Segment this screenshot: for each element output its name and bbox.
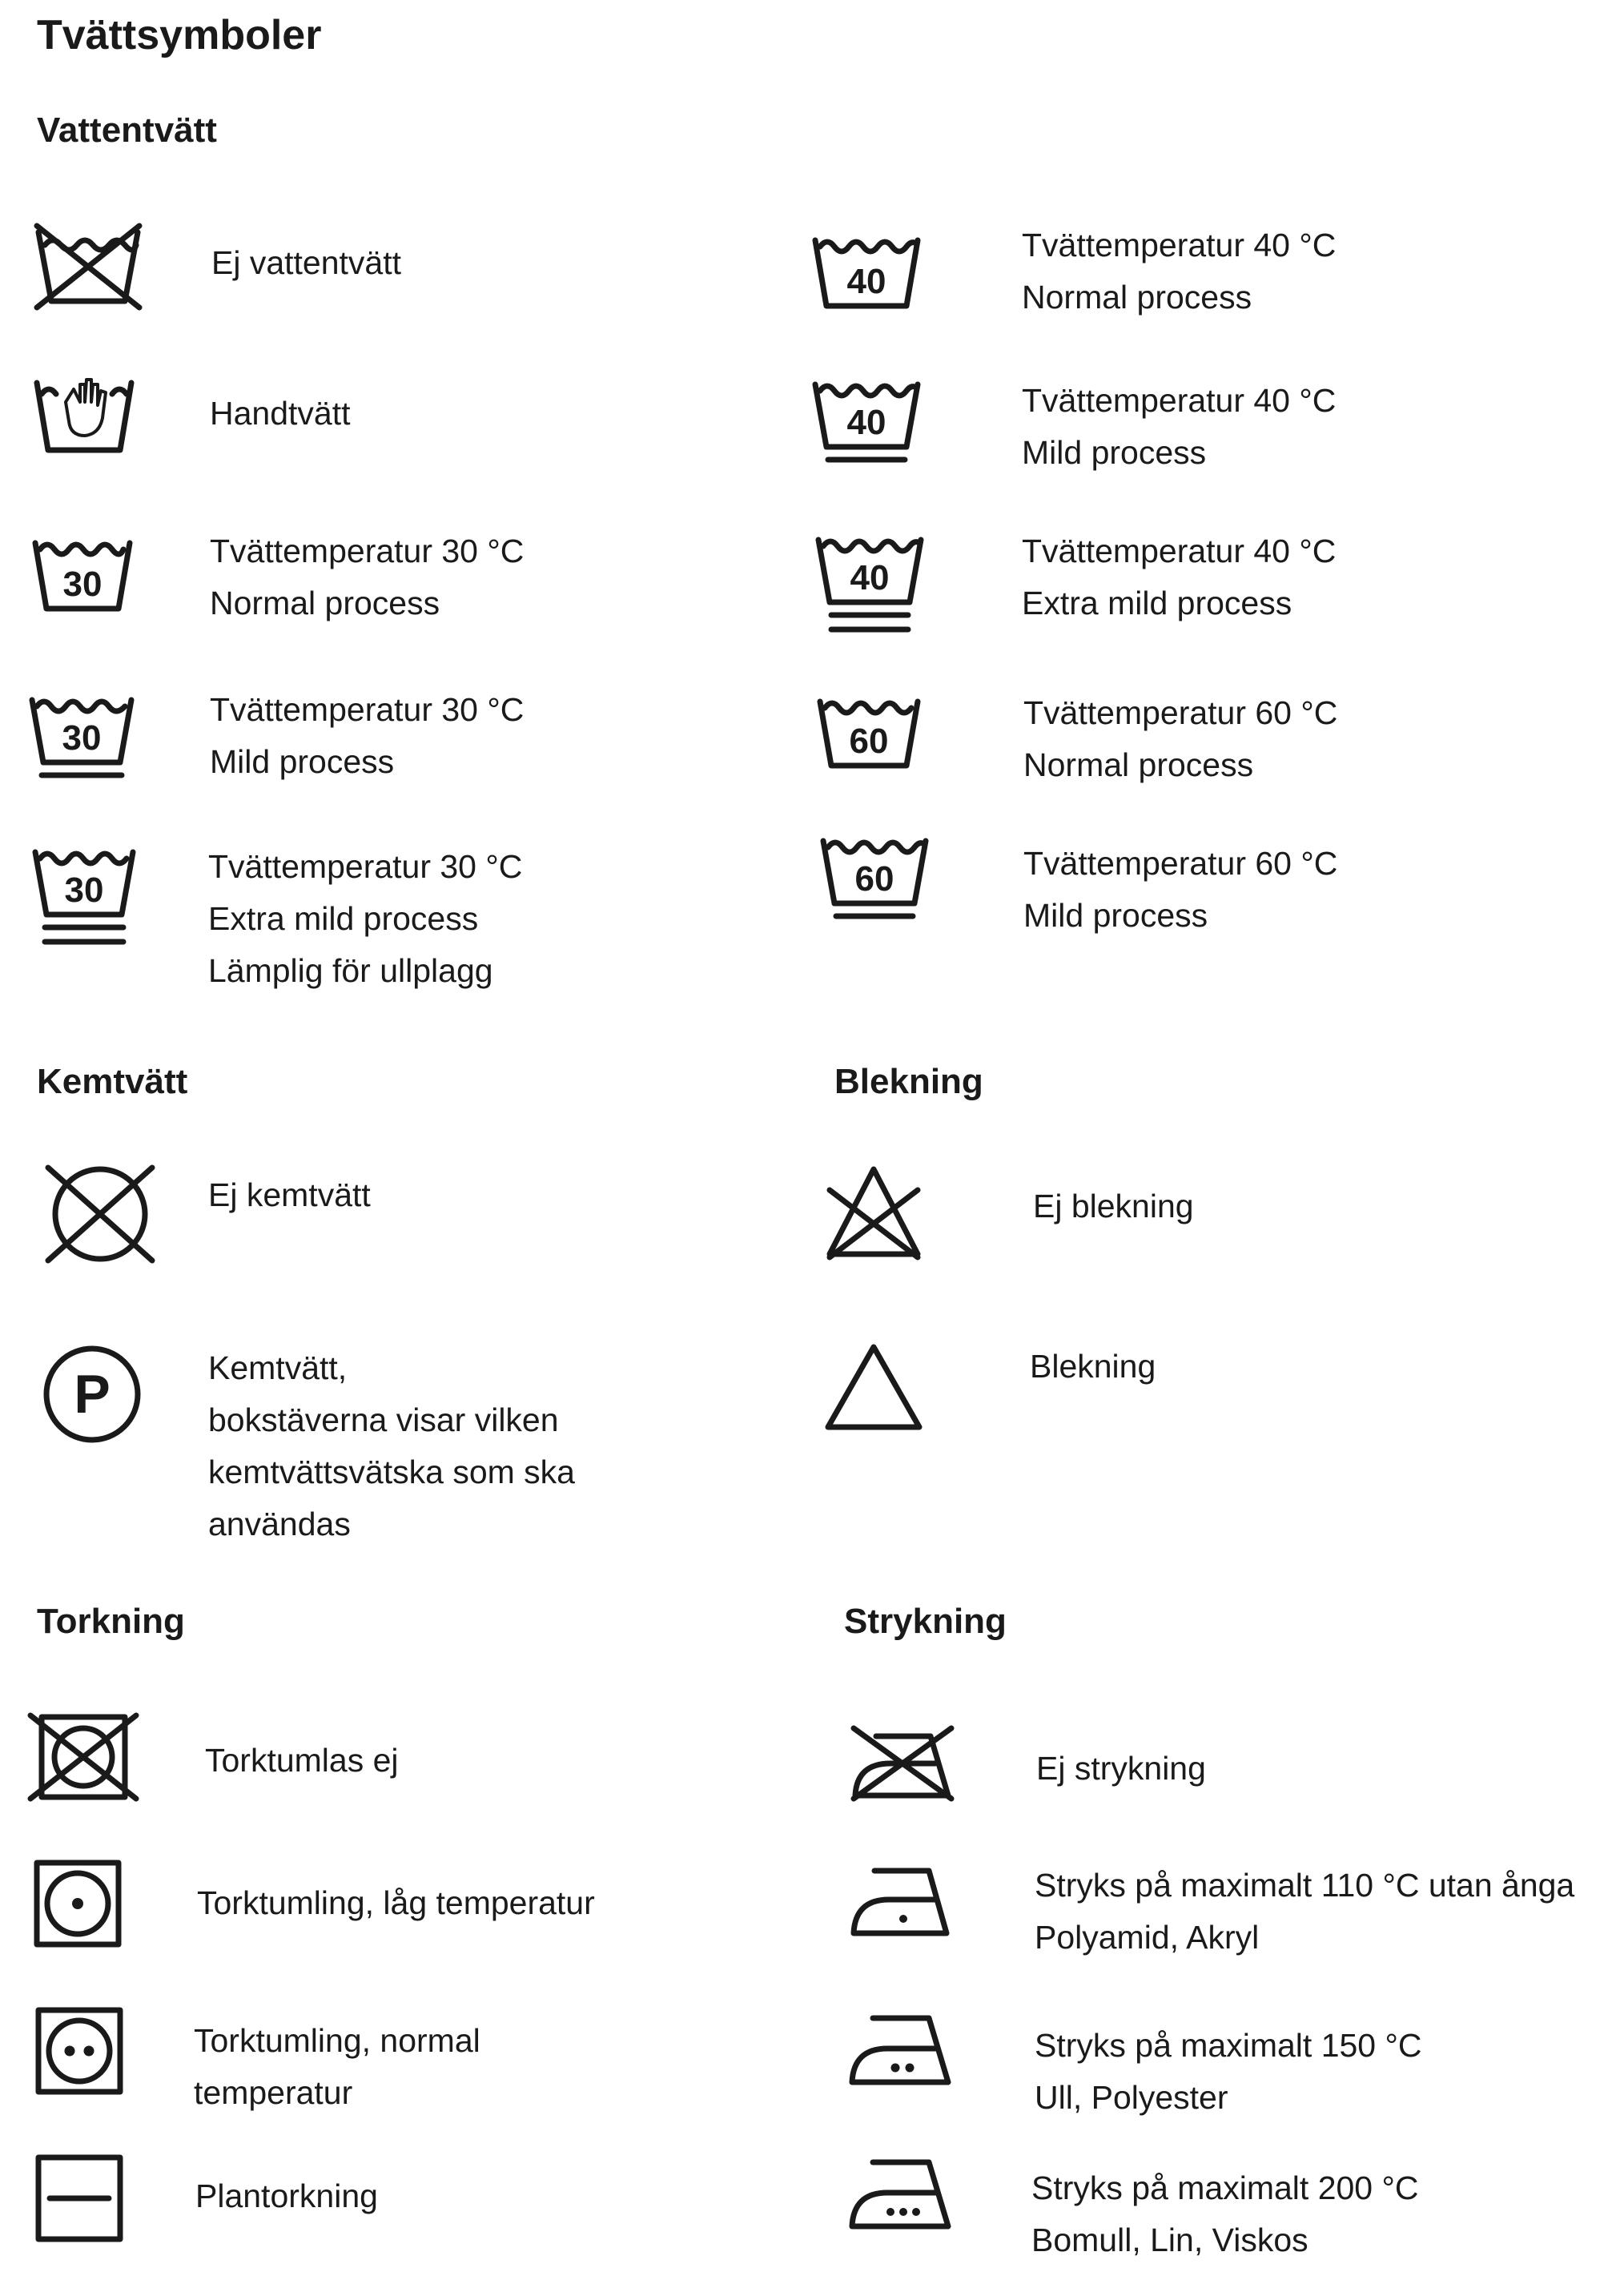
symbol-label: Polyamid, Akryl [1035,1919,1260,1956]
symbol-label: Torktumlas ej [205,1742,399,1779]
wash-60-mild-icon [818,833,931,923]
symbol-label: Normal process [1022,279,1252,316]
symbol-label: Extra mild process [208,900,479,937]
symbol-label: Mild process [1023,897,1208,934]
symbol-label: Ej kemtvätt [208,1176,371,1213]
symbol-label: Stryks på maximalt 110 °C utan ånga [1035,1867,1575,1904]
symbol-label: Torktumling, låg temperatur [197,1884,595,1921]
wash-temperature: 40 [846,262,886,301]
page-title: Tvättsymboler [37,12,322,58]
wash-40-icon [810,232,923,312]
section-heading-torkning: Torkning [37,1602,185,1641]
symbol-label: Tvättemperatur 30 °C [210,533,525,569]
no-iron-icon [847,1722,958,1805]
no-water-wash-icon [32,218,144,311]
wash-temperature: 40 [846,403,886,442]
symbol-label: Tvättemperatur 40 °C [1022,533,1337,569]
symbol-label: Stryks på maximalt 150 °C [1035,2027,1422,2064]
symbol-label: Tvättemperatur 30 °C [210,691,525,728]
symbol-label: Handtvätt [210,395,351,432]
symbol-label: användas [208,1506,351,1542]
tumble-dry-normal-icon [34,2005,125,2097]
symbol-label: Extra mild process [1022,585,1292,621]
symbol-label: Tvättemperatur 40 °C [1022,382,1337,419]
symbol-label: Ull, Polyester [1035,2079,1228,2116]
wash-30-extra-mild-icon [30,844,138,950]
symbol-label: Tvättemperatur 40 °C [1022,227,1337,263]
symbol-label: Ej strykning [1036,1750,1206,1787]
symbol-label: Normal process [1023,746,1254,783]
symbol-label: Normal process [210,585,440,621]
hand-wash-icon [32,370,136,456]
symbol-label: Mild process [210,743,395,780]
bleach-icon [822,1339,926,1434]
symbol-label: Tvättemperatur 60 °C [1023,845,1338,882]
no-dry-clean-icon [42,1163,159,1265]
symbol-label: kemtvättsvätska som ska [208,1454,575,1490]
symbol-label: Tvättemperatur 60 °C [1023,694,1338,731]
symbol-label: bokstäverna visar vilken [208,1401,559,1438]
symbol-label: Kemtvätt, [208,1349,348,1386]
wash-temperature: 30 [62,565,103,604]
wash-temperature: 60 [849,722,889,761]
symbol-label: Ej vattentvätt [211,244,402,281]
wash-temperature: 60 [854,859,894,899]
wash-30-icon [30,535,135,615]
wash-40-mild-icon [810,376,923,466]
symbol-label: Plantorkning [195,2177,378,2214]
iron-high-icon [846,2153,955,2236]
symbol-label: Bomull, Lin, Viskos [1031,2222,1308,2258]
dry-clean-p-icon [40,1342,144,1446]
section-heading-strykning: Strykning [844,1602,1007,1641]
no-bleach-icon [823,1163,924,1262]
flat-dry-icon [34,2153,125,2244]
wash-40-extra-mild-icon [814,532,926,637]
wash-temperature: 30 [64,871,104,910]
section-heading-kemtvatt: Kemtvätt [37,1062,188,1101]
iron-low-icon [847,1860,953,1943]
symbol-label: Lämplig för ullplagg [208,952,493,989]
no-tumble-dry-icon [26,1712,141,1802]
iron-medium-icon [846,2009,955,2092]
symbol-label: Mild process [1022,434,1207,471]
wash-temperature: 30 [62,718,102,758]
wash-30-mild-icon [27,692,136,782]
section-heading-vattentvatt: Vattentvätt [37,111,217,150]
symbol-label: Torktumling, normal [194,2022,480,2059]
dry-clean-letter: P [74,1364,111,1425]
symbol-label: Stryks på maximalt 200 °C [1031,2169,1419,2206]
symbol-label: temperatur [194,2074,353,2111]
symbol-label: Tvättemperatur 30 °C [208,848,523,885]
wash-60-icon [815,694,923,774]
wash-temperature: 40 [850,558,890,597]
symbol-label: Ej blekning [1033,1188,1194,1224]
symbol-label: Blekning [1030,1348,1156,1385]
tumble-dry-low-icon [32,1858,123,1949]
section-heading-blekning: Blekning [834,1062,983,1101]
